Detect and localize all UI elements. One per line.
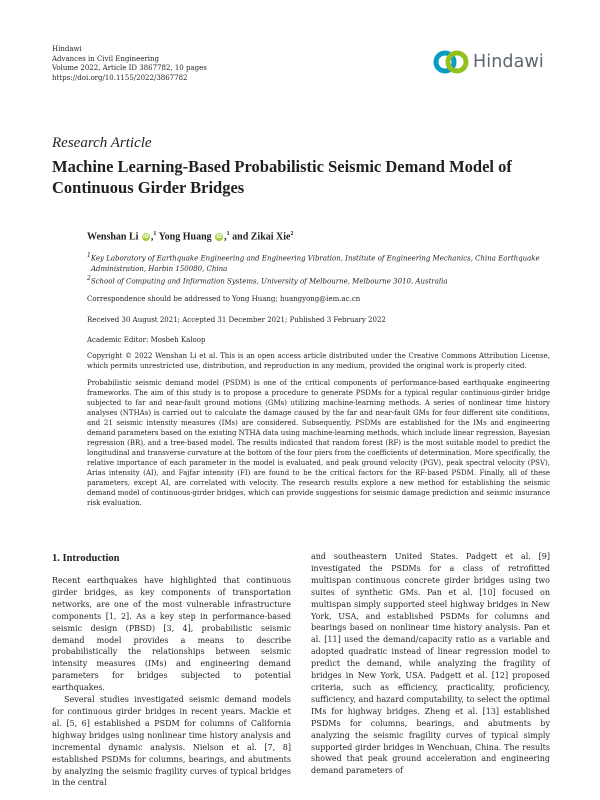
journal-name: Advances in Civil Engineering [52,54,159,63]
abstract: Probabilistic seismic demand model (PSDM) is one of the critical components of performance-based earthquake engineering frameworks. The aim of this study is to propose a procedure to generate PSDMs for a typical regular continuous-girder bridge subjected to far and near-fault ground motions (GMs) utilizing machine-learning methods. A series of nonlinear time history analyses (NTHAs) is carried out to calculate the damage caused by the far and near-fault GMs for four different site conditions, and 21 seismic intensity measures (IMs) are considered. Subsequently, PSDMs are established for the IMs and engineering demand parameters based on the existing NTHA data using machine-learning methods, which include linear regression, Bayesian regression (BR), and a tree-based model. The results indicated that random forest (RF) is the most suitable model to predict the longitudinal and transverse curvature at the bottom of the four piers from the coefficients of determination. More specifically, the relative importance of each parameter in the model is evaluated, and peak ground velocity (PGV), peak spectral velocity (PSV), Arias intensity (AI), and Fajfar intensity (FI) are found to be the critical factors for the RF-based PSDM. Finally, all of these parameters, except AI, are correlated with velocity. The research results explore a new method for establishing the seismic demand model of continuous-girder bridges, which can provide suggestions for seismic damage prediction and seismic insurance risk evaluation. [87,379,550,507]
academic-editor: Academic Editor: Mosbeh Kaloop [87,336,206,344]
affiliation-2: $^2$School of Computing and Information Systems, University of Melbourne, Melbourne 3010, Australia [87,275,448,286]
copyright-notice: Copyright © 2022 Wenshan Li et al. This is an open access article distributed under the Creative Commons Attribution License, which permits unrestricted use, distribution, and reproduction in any medium, provided the original work is properly cited. [87,352,550,370]
volume-info: Volume 2022, Article ID 3867782, 10 pages [52,64,207,72]
author-name[interactable]: Wenshan Li [87,231,139,243]
journal-meta [52,45,207,83]
paper-title: Machine Learning-Based Probabilistic Seismic Demand Model of Continuous Girder Bridges [52,157,512,197]
paragraph: Several studies investigated seismic demand models for continuous girder bridges in recent years. Mackie et al. [5, 6] established a PSDM for columns of California highway bridges using nonlinear time history analysis and incremental dynamic analysis. Nielson et al. [7, 8] established PSDMs for columns, bearings, and abutments by analyzing the seismic fragility curves of typical bridges in the central [52,695,291,788]
publication-dates: Received 30 August 2021; Accepted 31 December 2021; Published 3 February 2022 [87,316,386,324]
author-name[interactable]: Yong Huang [158,231,212,243]
body-column-left [52,575,291,789]
body-column-right [311,551,550,777]
author-name[interactable]: Zikai Xie [250,231,291,243]
affiliation-1: $^1$Key Laboratory of Earthquake Engineering and Engineering Vibration, Institute of Engineering Mechanics, China Earthquake Administration, Harbin 150080, China [87,252,540,273]
orcid-icon[interactable]: iD [142,234,149,241]
paragraph: Recent earthquakes have highlighted that continuous girder bridges, as key components of transportation networks, are one of the most vulnerable infrastructure components [1, 2]. As a key step in performance-based seismic design (PBSD) [3, 4], probabilistic seismic demand model provides a means to describe probabilistically the relationships between seismic intensity measures (IMs) and engineering demand parameters for bridges subjected to potential earthquakes. [52,576,291,693]
paragraph: and southeastern United States. Padgett et al. [9] investigated the PSDMs for a class of retrofitted multispan continuous concrete girder bridges using two suites of synthetic GMs. Pan et al. [10] focused on multispan simply supported steel highway bridges in New York, USA, and established PSDMs for columns and bearings based on nonlinear time history analysis. Pan et al. [11] used the demand/capacity ratio as a variable and adopted quadratic instead of linear regression model to predict the demand, while analyzing the fragility of bridges in New York, USA. Padgett et al. [12] proposed criteria, such as efficiency, practicality, proficiency, sufficiency, and hazard computability, to select the optimal IMs for highway bridges. Zheng et al. [13] established PSDMs for columns, bearings, and abutments by analyzing the seismic fragility curves of typical simply supported girder bridges in Wenchuan, China. The results showed that peak ground acceleration and engineering demand parameters of [311,552,550,776]
affiliations [87,251,557,287]
doi-link[interactable]: https://doi.org/10.1155/2022/3867782 [52,73,188,82]
correspondence: Correspondence should be addressed to Yong Huang; huangyong@iem.ac.cn [87,295,361,303]
orcid-icon[interactable]: iD [216,234,223,241]
publisher-name: Hindawi [52,45,82,53]
hindawi-logo-icon [433,44,469,80]
section-heading: 1. Introduction [52,553,120,564]
article-type: Research Article [52,135,152,151]
hindawi-logo[interactable] [433,44,553,80]
logo-text: Hindawi [473,52,544,72]
author-list: Wenshan Li iD ,$^1$ Yong Huang iD ,$^1$ and Zikai Xie$^2$ [87,231,294,243]
